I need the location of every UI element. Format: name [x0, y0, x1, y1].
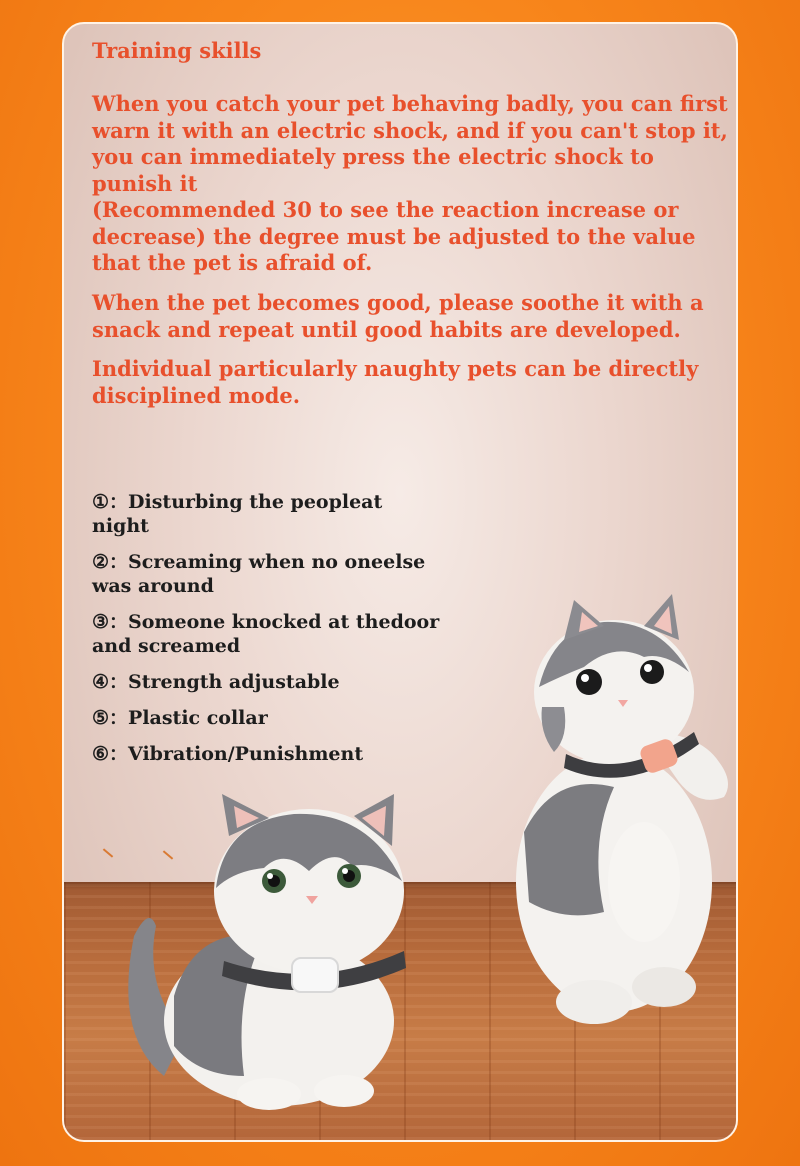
training-paragraph-1: When you catch your pet behaving badly, you can first warn it with an electric shock, and if you can't stop it, you can immediately press the electric shock to punish it (Recommended 30 to see the reaction increase or decrease) the degree must be adjusted to the value that the pet is afraid of. — [92, 91, 728, 275]
feature-item-5: ⑤：Plastic collar — [92, 707, 268, 729]
feature-item-3: ③：Someone knocked at thedoor and screamed — [92, 611, 440, 657]
training-paragraph-2: When the pet becomes good, please soothe it with a snack and repeat until good habits are developed. — [92, 290, 704, 342]
kitten-sitting-image — [104, 776, 414, 1116]
feature-item-4: ④：Strength adjustable — [92, 671, 340, 693]
kitten-standing-image — [494, 582, 738, 1032]
feature-item-1: ①：Disturbing the peopleat night — [92, 491, 383, 537]
feature-list — [92, 490, 452, 778]
training-paragraph-3: Individual particularly naughty pets can be directly disciplined mode. — [92, 356, 699, 408]
section-title: Training skills — [92, 38, 262, 63]
feature-item-6: ⑥：Vibration/Punishment — [92, 743, 364, 765]
feature-item-2: ②：Screaming when no oneelse was around — [92, 551, 426, 597]
content-card — [62, 22, 738, 1142]
